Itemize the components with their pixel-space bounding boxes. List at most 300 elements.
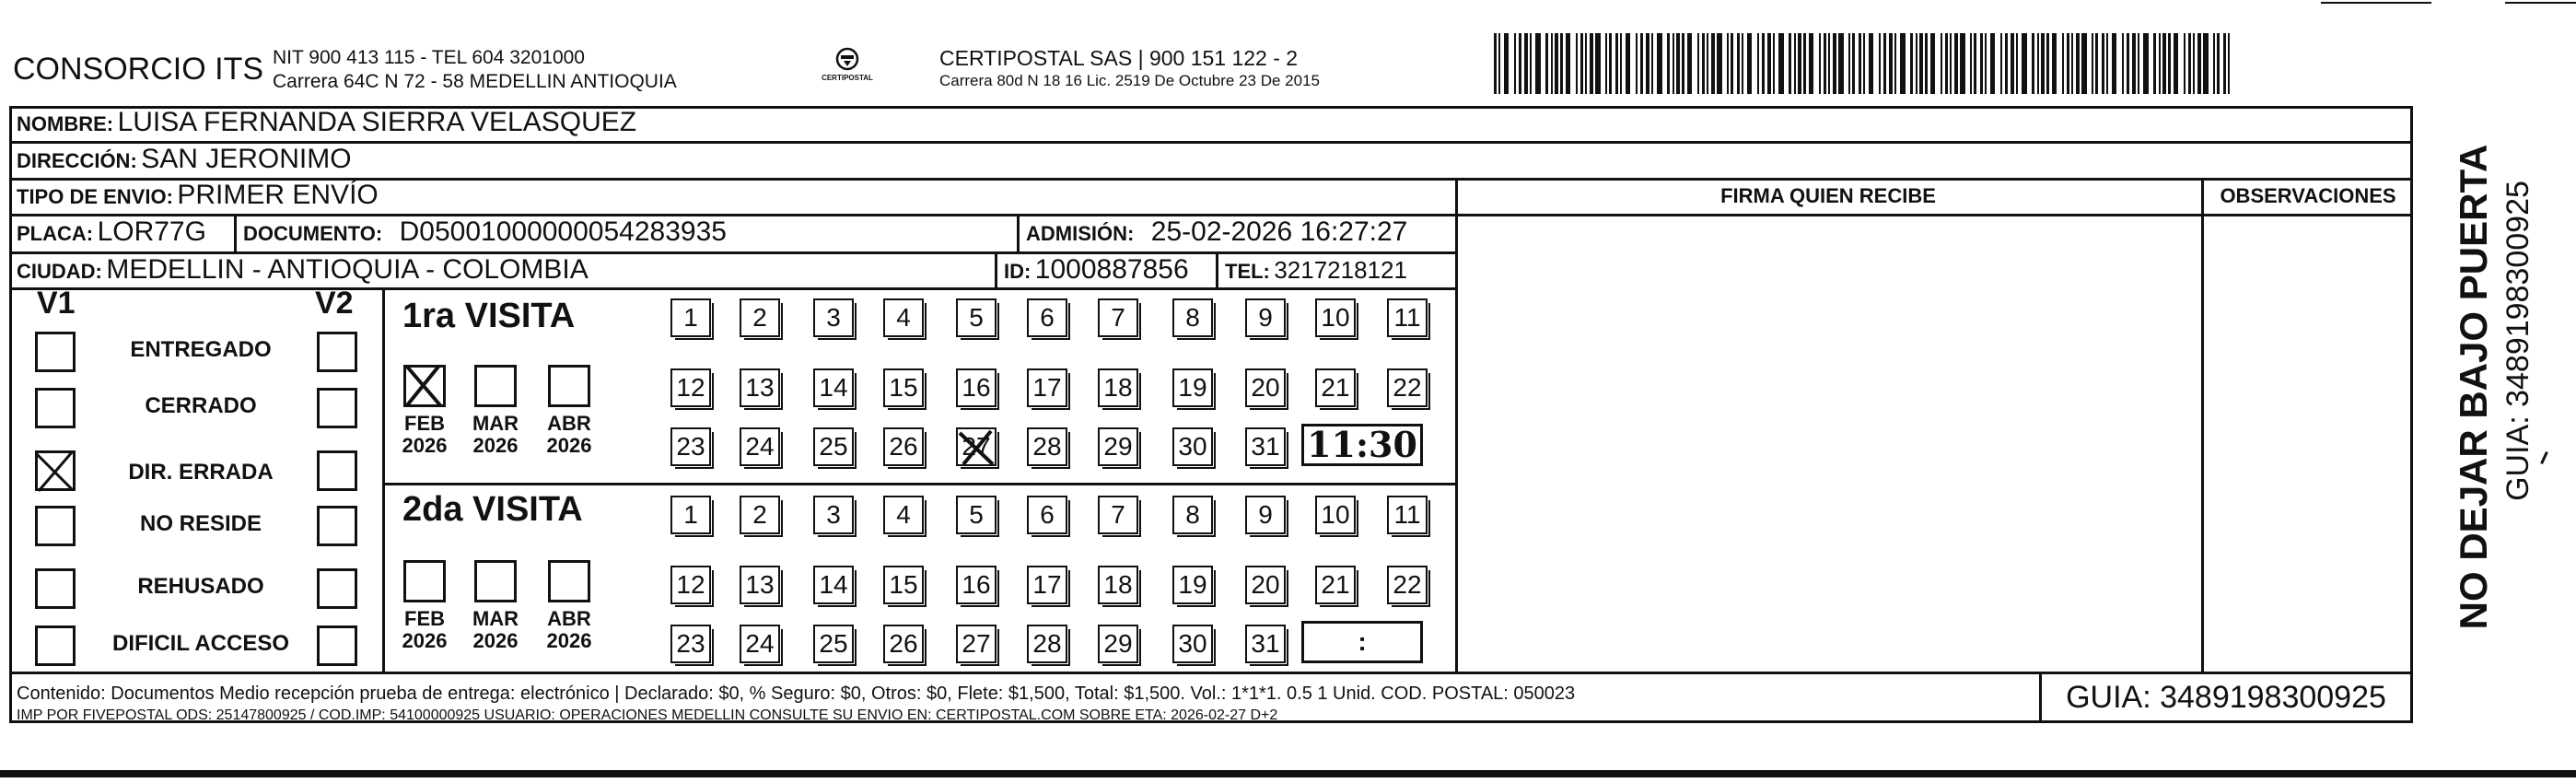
visit1-day-20[interactable] [1245, 368, 1286, 407]
month-name: ABR [547, 607, 591, 630]
barcode-bar [1990, 33, 1995, 94]
barcode-bar [1925, 33, 1928, 94]
v1-checkbox[interactable] [35, 625, 76, 666]
barcode-bar [1954, 33, 1958, 94]
visit2-day-number: 8 [1185, 500, 1200, 529]
visit1-day-12[interactable] [670, 368, 711, 407]
visit1-day-number: 25 [819, 432, 848, 461]
tipo-envio-field [17, 180, 379, 211]
barcode-bar [1620, 33, 1622, 94]
visit2-day-31[interactable] [1245, 625, 1286, 663]
nit-line: NIT 900 413 115 - TEL 604 3201000 [273, 47, 585, 68]
visit2-day-7[interactable] [1098, 496, 1138, 534]
barcode-bar [1919, 33, 1923, 94]
visit2-day-18[interactable] [1098, 566, 1138, 604]
visit2-day-number: 17 [1032, 570, 1062, 599]
visit2-month-label [542, 608, 597, 652]
barcode-bar [1916, 33, 1917, 94]
barcode-bar [2041, 33, 2045, 94]
visit2-day-8[interactable] [1172, 496, 1213, 534]
barcode-bar [2127, 33, 2129, 94]
barcode-bar [1838, 33, 1844, 94]
bottom-edge-line [0, 770, 2576, 777]
barcode-bar [2197, 33, 2201, 94]
visit2-day-14[interactable] [813, 566, 854, 604]
barcode-bar [2052, 33, 2057, 94]
visit2-day-number: 1 [683, 500, 698, 529]
v2-checkbox[interactable] [317, 568, 357, 609]
footer-line [9, 672, 2413, 674]
check-x-mark [35, 450, 76, 491]
barcode-bar [1702, 33, 1705, 94]
ciudad-value: MEDELLIN - ANTIOQUIA - COLOMBIA [106, 254, 589, 285]
barcode-bar [1555, 33, 1558, 94]
admision-field [1026, 216, 1407, 248]
visit1-day-27[interactable] [956, 427, 997, 466]
barcode-bar [1910, 33, 1913, 94]
barcode-bar [2095, 33, 2098, 94]
row-line [9, 287, 1457, 290]
barcode-bar [2174, 33, 2178, 94]
v1-header: V1 [37, 286, 76, 321]
ciudad-label: CIUDAD: [17, 260, 102, 283]
tel-value: 3217218121 [1274, 256, 1407, 284]
visit1-day-number: 24 [745, 432, 775, 461]
month-year: 2026 [546, 629, 592, 652]
visit2-day-number: 30 [1178, 629, 1207, 658]
ciudad-field [17, 254, 589, 286]
barcode-bar [2000, 33, 2002, 94]
visit1-day-number: 5 [969, 303, 984, 332]
id-value: 1000887856 [1034, 254, 1189, 285]
visit1-title: 1ra VISITA [402, 297, 576, 335]
visit2-day-26[interactable] [883, 625, 924, 663]
barcode-bar [1889, 33, 1893, 94]
visit2-day-number: 11 [1393, 500, 1421, 529]
month-year: 2026 [402, 434, 448, 457]
v2-header: V2 [315, 286, 354, 321]
visit2-day-number: 3 [826, 500, 841, 529]
barcode-bar [2168, 33, 2171, 94]
visit2-time-box[interactable]: : [1301, 621, 1423, 663]
visit1-day-14[interactable] [813, 368, 854, 407]
visit1-day-5[interactable] [956, 298, 997, 337]
barcode-bar [1498, 33, 1500, 94]
visit2-day-23[interactable] [670, 625, 711, 663]
visit2-day-number: 24 [745, 629, 775, 658]
v2-checkbox[interactable] [317, 332, 357, 372]
footer-guia: GUIA: 3489198300925 [2066, 680, 2386, 715]
barcode-bar [2112, 33, 2116, 94]
barcode-bar [1535, 33, 1541, 94]
visit1-day-number: 21 [1321, 373, 1350, 402]
barcode-bar [1945, 33, 1948, 94]
visit1-month-feb-checkbox[interactable] [403, 365, 446, 407]
visit1-day-21[interactable] [1315, 368, 1356, 407]
barcode-bar [1833, 33, 1836, 94]
tipo-envio-label: TIPO DE ENVIO: [17, 185, 173, 208]
visit1-day-number: 20 [1251, 373, 1280, 402]
documento-value: D05001000000054283935 [399, 216, 727, 247]
visit2-day-number: 5 [969, 500, 984, 529]
visit2-day-number: 10 [1321, 500, 1350, 529]
day-x-mark [956, 427, 997, 466]
barcode-bar [2081, 33, 2087, 94]
visit1-day-number: 6 [1040, 303, 1055, 332]
barcode-bar [1590, 33, 1593, 94]
observaciones-header: OBSERVACIONES [2220, 184, 2396, 207]
barcode-bar [1595, 33, 1601, 94]
barcode-bar [2122, 33, 2124, 94]
barcode-bar [1762, 33, 1765, 94]
visit2-day-13[interactable] [740, 566, 780, 604]
visit1-month-label [542, 413, 597, 457]
visit2-month-label [397, 608, 452, 652]
documento-field [243, 216, 727, 248]
visit1-day-29[interactable] [1098, 427, 1138, 466]
barcode-bar [2228, 33, 2230, 94]
barcode-bar [1667, 33, 1670, 94]
visit2-day-15[interactable] [883, 566, 924, 604]
barcode-bar [1859, 33, 1861, 94]
col-line [995, 251, 997, 287]
carrier-line: CERTIPOSTAL SAS | 900 151 122 - 2 [939, 46, 1299, 70]
visit1-day-15[interactable] [883, 368, 924, 407]
visit1-day-28[interactable] [1027, 427, 1067, 466]
visit2-day-10[interactable] [1315, 496, 1356, 534]
nombre-value: LUISA FERNANDA SIERRA VELASQUEZ [117, 107, 637, 137]
visit1-day-17[interactable] [1027, 368, 1067, 407]
barcode-bar [1626, 33, 1630, 94]
col-line [234, 214, 237, 251]
barcode-bar [1514, 33, 1516, 94]
tel-label: TEL: [1225, 260, 1270, 283]
barcode-bar [1697, 33, 1699, 94]
barcode-bar [2138, 33, 2139, 94]
status-label: NO RESIDE [139, 511, 262, 536]
direccion-label: DIRECCIÓN: [17, 149, 137, 172]
visit2-day-3[interactable] [813, 496, 854, 534]
visit1-month-label [397, 413, 452, 457]
barcode-bar [1789, 33, 1791, 94]
v2-checkbox[interactable] [317, 506, 357, 546]
barcode-bar [2184, 33, 2186, 94]
barcode-bar [1773, 33, 1775, 94]
visit1-day-13[interactable] [740, 368, 780, 407]
visit1-day-23[interactable] [670, 427, 711, 466]
visit2-day-6[interactable] [1027, 496, 1067, 534]
barcode-bar [1580, 33, 1583, 94]
barcode-bar [1848, 33, 1850, 94]
visit1-month-label [468, 413, 523, 457]
visit1-day-number: 30 [1178, 432, 1207, 461]
visit2-month-feb-checkbox[interactable] [403, 560, 446, 602]
visit1-day-25[interactable] [813, 427, 854, 466]
visit2-day-4[interactable] [883, 496, 924, 534]
barcode-bar [1869, 33, 1873, 94]
visit2-day-17[interactable] [1027, 566, 1067, 604]
top-edge-line [2321, 2, 2431, 4]
barcode-bar [2217, 33, 2220, 94]
visit2-day-22[interactable] [1387, 566, 1428, 604]
v2-checkbox[interactable] [317, 625, 357, 666]
barcode-bar [1828, 33, 1830, 94]
barcode-bar [1687, 33, 1692, 94]
visit2-day-30[interactable] [1172, 625, 1213, 663]
barcode-bar [1551, 33, 1553, 94]
visit1-day-number: 11 [1393, 303, 1421, 332]
visit2-day-12[interactable] [670, 566, 711, 604]
col-line [382, 287, 385, 672]
visit2-day-2[interactable] [740, 496, 780, 534]
visit1-day-number: 4 [896, 303, 911, 332]
visit1-day-24[interactable] [740, 427, 780, 466]
visit1-day-18[interactable] [1098, 368, 1138, 407]
visit2-day-number: 4 [896, 500, 911, 529]
visit1-day-31[interactable] [1245, 427, 1286, 466]
top-edge-line [2505, 2, 2576, 4]
visit2-day-number: 9 [1258, 500, 1273, 529]
barcode-bar [1757, 33, 1759, 94]
barcode-bar [1524, 33, 1528, 94]
barcode-bar [2092, 33, 2093, 94]
barcode-bar [1682, 33, 1684, 94]
visit1-day-number: 29 [1103, 432, 1133, 461]
nombre-field [17, 107, 636, 138]
visit-divider [382, 483, 1455, 485]
visit1-day-30[interactable] [1172, 427, 1213, 466]
barcode [1494, 33, 2229, 94]
visit1-month-abr-checkbox[interactable] [548, 365, 590, 407]
month-year: 2026 [472, 434, 519, 457]
visit1-day-number: 28 [1032, 432, 1062, 461]
status-label: DIFICIL ACCESO [111, 631, 289, 656]
barcode-bar [1879, 33, 1881, 94]
company-name: CONSORCIO ITS [13, 52, 264, 87]
visit2-day-5[interactable] [956, 496, 997, 534]
id-label: ID: [1004, 260, 1032, 283]
visit1-time-box[interactable]: 11:30 [1301, 424, 1423, 466]
visit2-day-27[interactable] [956, 625, 997, 663]
visit2-day-number: 13 [745, 570, 775, 599]
placa-value: LOR77G [97, 216, 206, 247]
barcode-bar [2067, 33, 2069, 94]
barcode-bar [1980, 33, 1983, 94]
visit2-day-number: 20 [1251, 570, 1280, 599]
visit2-day-21[interactable] [1315, 566, 1356, 604]
visit1-day-number: 14 [819, 373, 848, 402]
visit2-day-11[interactable] [1387, 496, 1428, 534]
visit2-day-number: 14 [819, 570, 848, 599]
month-name: MAR [472, 607, 519, 630]
visit2-day-19[interactable] [1172, 566, 1213, 604]
visit1-day-11[interactable] [1387, 298, 1428, 337]
visit1-day-1[interactable] [670, 298, 711, 337]
visit1-day-4[interactable] [883, 298, 924, 337]
side-warning: NO DEJAR BAJO PUERTA [2452, 144, 2495, 630]
visit1-day-3[interactable] [813, 298, 854, 337]
barcode-bar [2193, 33, 2195, 94]
barcode-bar [2143, 33, 2149, 94]
visit2-month-label [468, 608, 523, 652]
barcode-bar [1894, 33, 1896, 94]
barcode-bar [1615, 33, 1618, 94]
visit2-title: 2da VISITA [402, 490, 583, 529]
visit1-day-number: 15 [889, 373, 918, 402]
visit2-day-9[interactable] [1245, 496, 1286, 534]
barcode-bar [1646, 33, 1649, 94]
direccion-field [17, 144, 352, 175]
barcode-bar [1778, 33, 1784, 94]
visit2-day-number: 19 [1178, 570, 1207, 599]
v1-checkbox[interactable] [35, 506, 76, 546]
barcode-bar [1863, 33, 1865, 94]
barcode-bar [1504, 33, 1509, 94]
barcode-bar [1727, 33, 1729, 94]
visit1-day-number: 3 [826, 303, 841, 332]
barcode-bar [1585, 33, 1587, 94]
placa-field [17, 216, 206, 248]
barcode-bar [1676, 33, 1680, 94]
col-line [1455, 178, 1458, 672]
visit1-day-number: 13 [745, 373, 775, 402]
visit1-day-number: 10 [1321, 303, 1350, 332]
barcode-bar [1883, 33, 1886, 94]
barcode-bar [1900, 33, 1906, 94]
month-x-mark [403, 365, 446, 407]
v1-checkbox[interactable] [35, 332, 76, 372]
visit2-day-20[interactable] [1245, 566, 1286, 604]
visit2-month-mar-checkbox[interactable] [474, 560, 517, 602]
visit1-day-number: 22 [1393, 373, 1422, 402]
visit1-day-26[interactable] [883, 427, 924, 466]
barcode-bar [1974, 33, 1976, 94]
v2-checkbox[interactable] [317, 450, 357, 491]
visit1-day-2[interactable] [740, 298, 780, 337]
col-line [2201, 178, 2204, 672]
visit2-day-number: 28 [1032, 629, 1062, 658]
visit1-day-number: 1 [683, 303, 698, 332]
visit2-day-24[interactable] [740, 625, 780, 663]
barcode-bar [2203, 33, 2209, 94]
visit2-day-number: 26 [889, 629, 918, 658]
barcode-bar [2062, 33, 2064, 94]
barcode-bar [2188, 33, 2191, 94]
direccion-value: SAN JERONIMO [141, 144, 352, 174]
barcode-bar [2005, 33, 2008, 94]
visit1-month-mar-checkbox[interactable] [474, 365, 517, 407]
row-line [9, 141, 2413, 144]
status-label: REHUSADO [137, 574, 264, 599]
visit2-day-number: 22 [1393, 570, 1422, 599]
barcode-bar [1941, 33, 1942, 94]
visit1-day-9[interactable] [1245, 298, 1286, 337]
barcode-bar [1742, 33, 1743, 94]
admision-label: ADMISIÓN: [1026, 222, 1135, 245]
barcode-bar [1609, 33, 1612, 94]
barcode-bar [1545, 33, 1548, 94]
visit2-day-29[interactable] [1098, 625, 1138, 663]
barcode-bar [2046, 33, 2049, 94]
placa-label: PLACA: [17, 222, 94, 245]
visit2-day-number: 25 [819, 629, 848, 658]
nombre-label: NOMBRE: [17, 112, 114, 135]
barcode-bar [1605, 33, 1607, 94]
visit1-day-6[interactable] [1027, 298, 1067, 337]
logo-caption: CERTIPOSTAL [822, 74, 873, 82]
status-label: CERRADO [145, 393, 257, 418]
visit2-day-number: 2 [752, 500, 767, 529]
barcode-bar [1651, 33, 1653, 94]
visit1-day-22[interactable] [1387, 368, 1428, 407]
visit1-day-number: 16 [962, 373, 991, 402]
barcode-bar [1711, 33, 1715, 94]
visit1-day-7[interactable] [1098, 298, 1138, 337]
visit2-day-number: 7 [1111, 500, 1125, 529]
visit2-day-1[interactable] [670, 496, 711, 534]
barcode-bar [1798, 33, 1801, 94]
certipostal-logo [820, 42, 875, 98]
v1-checkbox[interactable] [35, 388, 76, 428]
col-line [1216, 251, 1218, 287]
month-year: 2026 [546, 434, 592, 457]
visit1-day-10[interactable] [1315, 298, 1356, 337]
address-line: Carrera 64C N 72 - 58 MEDELLIN ANTIOQUIA [273, 71, 677, 92]
tel-field [1225, 256, 1407, 285]
barcode-bar [1803, 33, 1806, 94]
barcode-bar [2159, 33, 2161, 94]
barcode-bar [1824, 33, 1826, 94]
barcode-bar [1852, 33, 1855, 94]
barcode-bar [2153, 33, 2156, 94]
barcode-bar [1747, 33, 1752, 94]
barcode-bar [1566, 33, 1570, 94]
barcode-bar [1657, 33, 1662, 94]
visit1-day-number: 27 [962, 432, 991, 461]
v2-checkbox[interactable] [317, 388, 357, 428]
barcode-bar [1794, 33, 1796, 94]
barcode-bar [1494, 33, 1497, 94]
visit1-day-19[interactable] [1172, 368, 1213, 407]
visit2-day-number: 6 [1040, 500, 1055, 529]
v1-checkbox[interactable] [35, 450, 76, 491]
barcode-bar [1809, 33, 1813, 94]
month-name: ABR [547, 412, 591, 435]
visit2-day-25[interactable] [813, 625, 854, 663]
month-name: MAR [472, 412, 519, 435]
barcode-bar [2032, 33, 2034, 94]
visit2-day-16[interactable] [956, 566, 997, 604]
barcode-bar [2076, 33, 2080, 94]
visit2-day-number: 15 [889, 570, 918, 599]
visit1-day-number: 9 [1258, 303, 1273, 332]
visit2-day-28[interactable] [1027, 625, 1067, 663]
v1-checkbox[interactable] [35, 568, 76, 609]
visit1-day-8[interactable] [1172, 298, 1213, 337]
visit2-month-abr-checkbox[interactable] [548, 560, 590, 602]
visit1-day-16[interactable] [956, 368, 997, 407]
barcode-bar [1519, 33, 1521, 94]
visit1-day-number: 2 [752, 303, 767, 332]
barcode-bar [2132, 33, 2136, 94]
status-label: DIR. ERRADA [128, 460, 274, 485]
barcode-bar [1673, 33, 1674, 94]
visit2-day-number: 31 [1251, 629, 1280, 658]
firma-header: FIRMA QUIEN RECIBE [1720, 184, 1936, 207]
barcode-bar [2162, 33, 2166, 94]
barcode-bar [2213, 33, 2215, 94]
barcode-bar [2037, 33, 2039, 94]
